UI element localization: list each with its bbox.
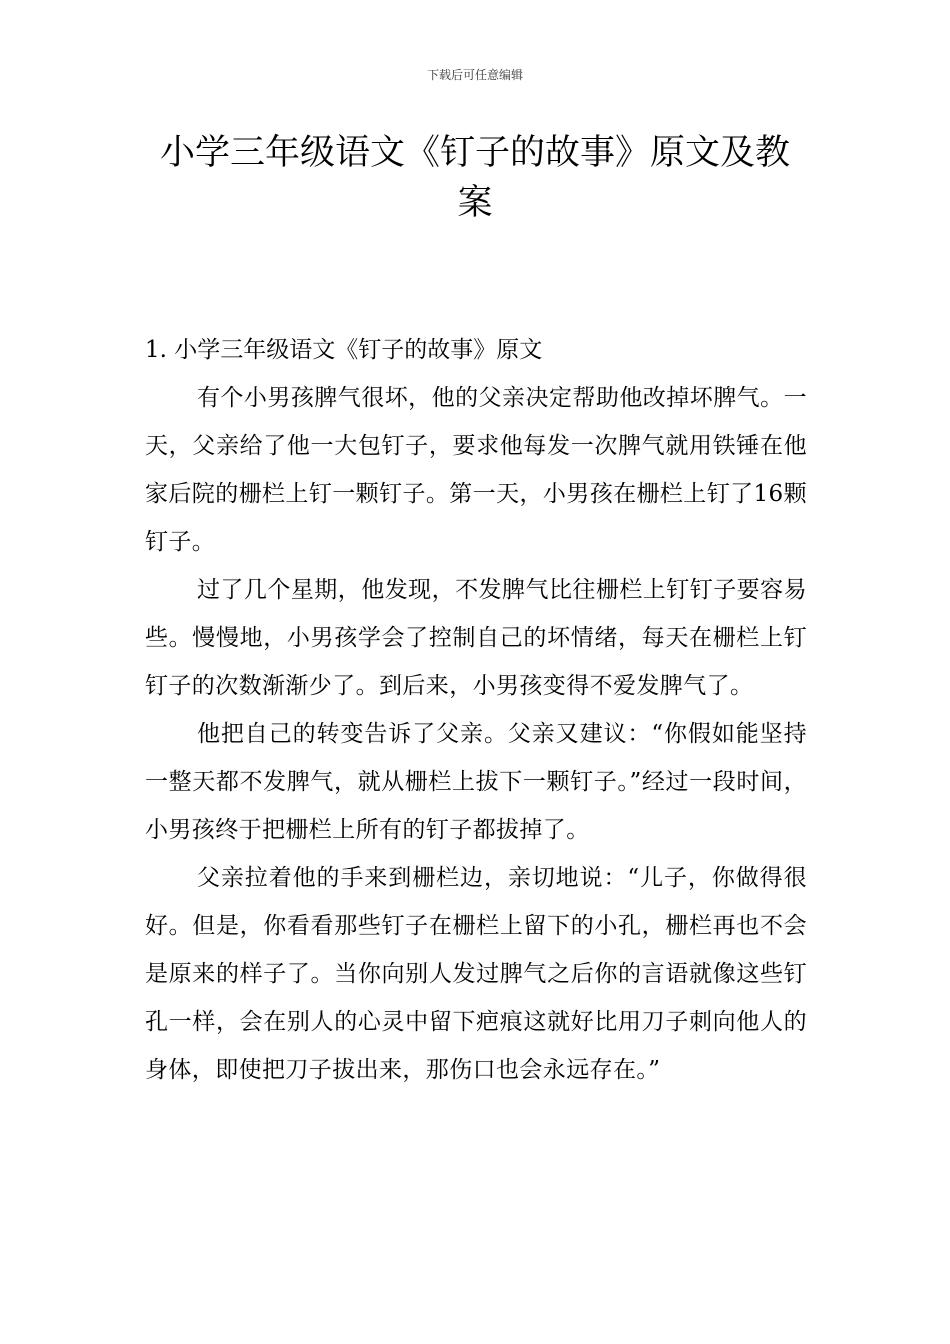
document-body xyxy=(145,326,807,1094)
paragraph: 父亲拉着他的手来到栅栏边，亲切地说：“儿子，你做得很好。但是，你看看那些钉子在栅栏上留下的小孔，栅栏再也不会是原来的样子了。当你向别人发过脾气之后你的言语就像这些钉孔一样，会在别人的心灵中留下疤痕这就好比用刀子刺向他人的身体，即使把刀子拔出来，那伤口也会永远存在。” xyxy=(145,865,807,1083)
header-note: 下载后可任意编辑 xyxy=(426,68,523,82)
paragraph: 过了几个星期，他发现，不发脾气比往栅栏上钉钉子要容易些。慢慢地，小男孩学会了控制自己的坏情绪，每天在栅栏上钉钉子的次数渐渐少了。到后来，小男孩变得不爱发脾气了。 xyxy=(145,577,807,699)
document-title: 小学三年级语文《钉子的故事》原文及教案 xyxy=(159,133,790,223)
paragraph: 他把自己的转变告诉了父亲。父亲又建议：“你假如能坚持一整天都不发脾气，就从栅栏上拔下一颗钉子。”经过一段时间，小男孩终于把栅栏上所有的钉子都拔掉了。 xyxy=(145,721,807,843)
section-heading: 1. 小学三年级语文《钉子的故事》原文 xyxy=(145,337,543,363)
paragraph: 有个小男孩脾气很坏，他的父亲决定帮助他改掉坏脾气。一天，父亲给了他一大包钉子，要求他每发一次脾气就用铁锤在他家后院的栅栏上钉一颗钉子。第一天，小男孩在栅栏上钉了16颗钉子。 xyxy=(145,385,807,555)
